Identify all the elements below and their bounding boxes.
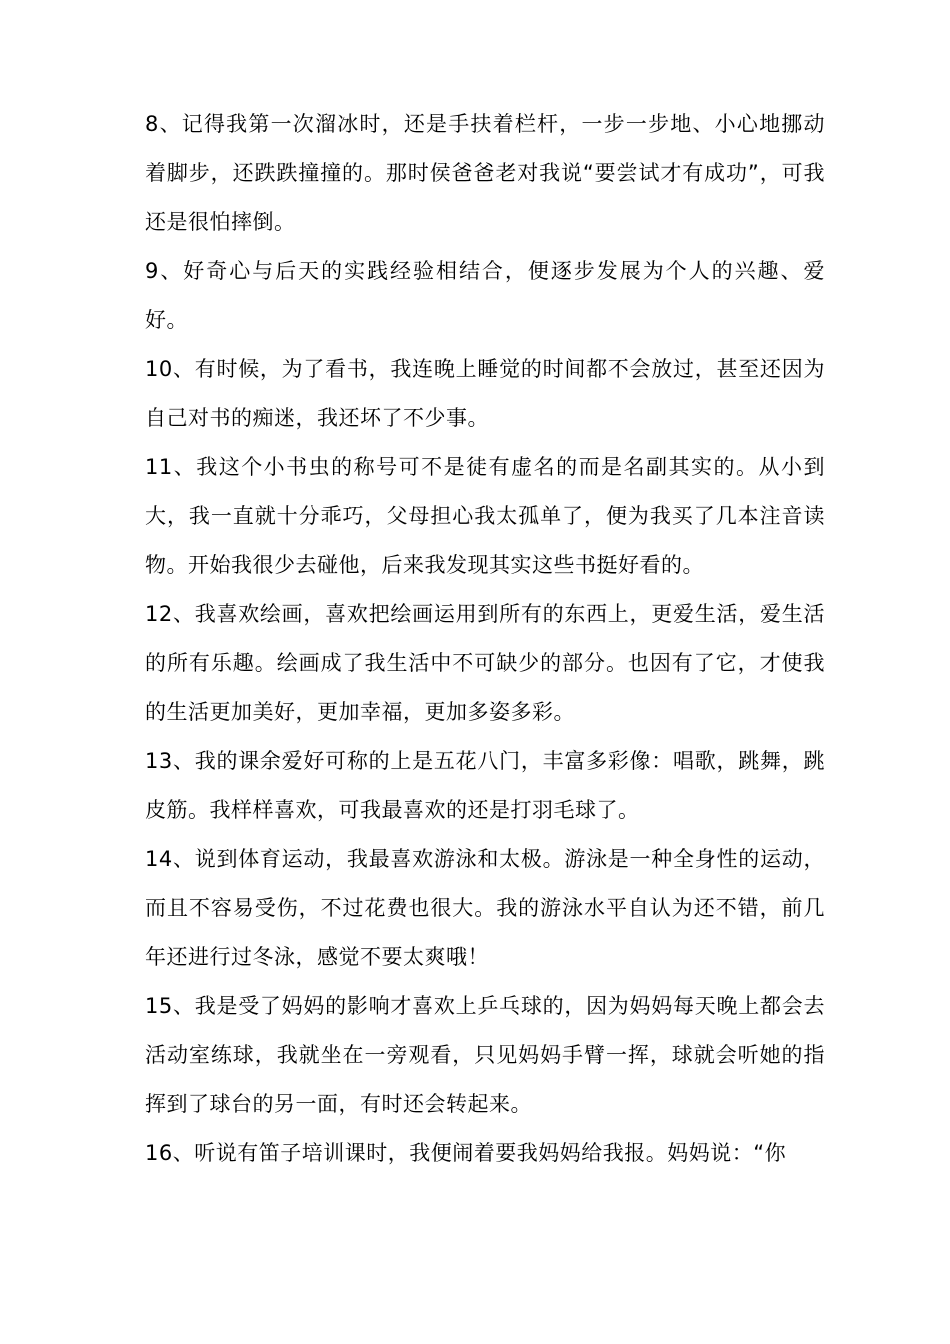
paragraph-13: 13、我的课余爱好可称的上是五花八门，丰富多彩像：唱歌，跳舞，跳皮筋。我样样喜欢，可我最喜欢的还是打羽毛球了。 bbox=[145, 749, 825, 822]
paragraph-14: 14、说到体育运动，我最喜欢游泳和太极。游泳是一种全身性的运动，而且不容易受伤，不过花费也很大。我的游泳水平自认为还不错，前几年还进行过冬泳，感觉不要太爽哦！ bbox=[145, 847, 825, 969]
paragraph-15: 15、我是受了妈妈的影响才喜欢上乒乓球的，因为妈妈每天晚上都会去活动室练球，我就坐在一旁观看，只见妈妈手臂一挥，球就会听她的指挥到了球台的另一面，有时还会转起来。 bbox=[145, 994, 825, 1116]
paragraph-16: 16、听说有笛子培训课时，我便闹着要我妈妈给我报。妈妈说：“你 bbox=[145, 1141, 787, 1165]
paragraph-11: 11、我这个小书虫的称号可不是徒有虚名的而是名副其实的。从小到大，我一直就十分乖巧，父母担心我太孤单了，便为我买了几本注音读物。开始我很少去碰他，后来我发现其实这些书挺好看的。 bbox=[145, 455, 825, 577]
paragraph-12: 12、我喜欢绘画，喜欢把绘画运用到所有的东西上，更爱生活，爱生活的所有乐趣。绘画成了我生活中不可缺少的部分。也因有了它，才使我的生活更加美好，更加幸福，更加多姿多彩。 bbox=[145, 602, 825, 724]
document-body bbox=[145, 100, 825, 1178]
paragraph-10: 10、有时候，为了看书，我连晚上睡觉的时间都不会放过，甚至还因为自己对书的痴迷，我还坏了不少事。 bbox=[145, 357, 825, 430]
paragraph-8: 8、记得我第一次溜冰时，还是手扶着栏杆，一步一步地、小心地挪动着脚步，还跌跌撞撞的。那时侯爸爸老对我说“要尝试才有成功”，可我还是很怕摔倒。 bbox=[145, 112, 825, 234]
paragraph-9: 9、好奇心与后天的实践经验相结合，便逐步发展为个人的兴趣、爱好。 bbox=[145, 259, 825, 332]
